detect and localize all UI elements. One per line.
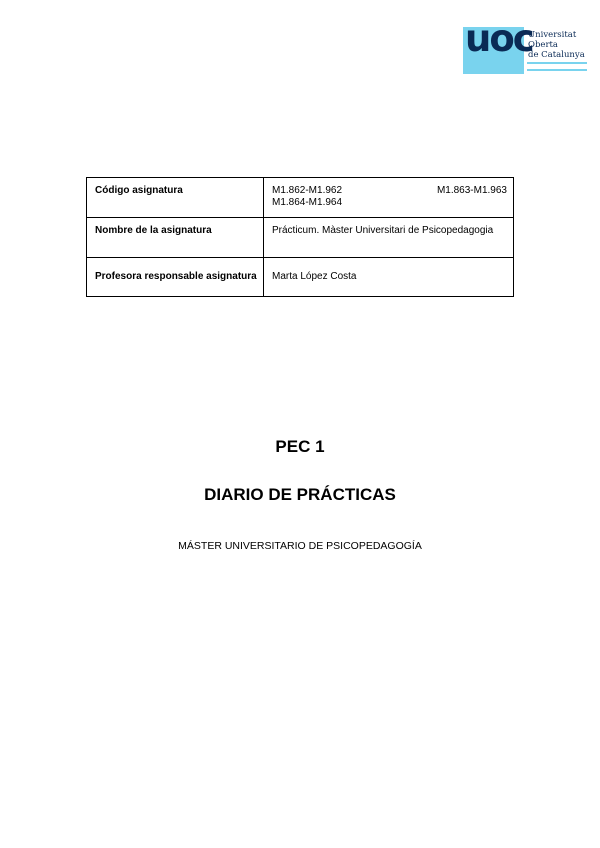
logo-text-line-3: de Catalunya (528, 50, 585, 60)
subject-name-value: Prácticum. Màster Universitari de Psicopedagogia (264, 218, 514, 258)
uoc-logo-letters: uoc (465, 17, 533, 60)
program-name: MÁSTER UNIVERSITARIO DE PSICOPEDAGOGÍA (178, 540, 422, 552)
logo-text-line-1: Universitat (528, 30, 577, 40)
pec-title: PEC 1 (275, 437, 325, 456)
subject-code-3: M1.864-M1.964 (272, 197, 343, 208)
document-title: DIARIO DE PRÁCTICAS (204, 485, 396, 504)
logo-divider (527, 69, 587, 71)
uoc-logo-wordmark (524, 27, 589, 74)
subject-name-label: Nombre de la asignatura (87, 218, 264, 258)
subject-code-value (264, 178, 514, 218)
professor-value: Marta López Costa (264, 258, 514, 297)
uoc-logo (463, 17, 589, 74)
subject-code-2: M1.863-M1.963 (436, 185, 507, 196)
logo-text-line-2: Oberta (528, 40, 558, 50)
subject-code-label: Código asignatura (87, 178, 264, 218)
table-row (87, 218, 514, 258)
subject-code-1: M1.862-M1.962 (272, 185, 343, 196)
logo-divider (527, 62, 587, 64)
professor-label: Profesora responsable asignatura (87, 258, 264, 297)
uoc-logo-mark (463, 17, 533, 74)
subject-info-table (86, 177, 514, 297)
table-row (87, 178, 514, 218)
table-row (87, 258, 514, 297)
